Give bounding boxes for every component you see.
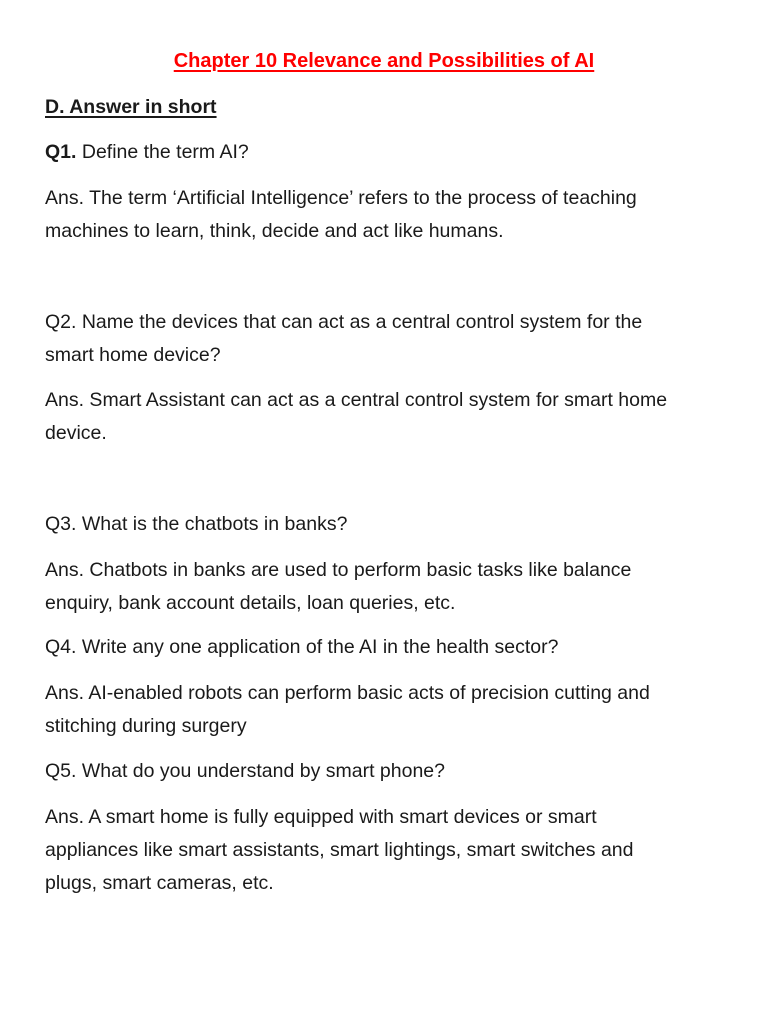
q5-answer-line-2: appliances like smart assistants, smart lightings, smart switches and bbox=[45, 839, 634, 861]
q4-question: Q4. Write any one application of the AI in the health sector? bbox=[45, 636, 559, 658]
q1-question-text: Define the term AI? bbox=[76, 141, 249, 163]
q5-answer-line-3: plugs, smart cameras, etc. bbox=[45, 872, 274, 894]
q2-answer-line-1: Ans. Smart Assistant can act as a central control system for smart home bbox=[45, 389, 668, 411]
q2-question-line-2: smart home device? bbox=[45, 344, 221, 366]
q4-answer-line-1: Ans. AI-enabled robots can perform basic acts of precision cutting and bbox=[45, 682, 650, 704]
q1-label: Q1. bbox=[45, 141, 77, 163]
q1-question bbox=[45, 135, 735, 169]
q4-answer-line-2: stitching during surgery bbox=[45, 715, 247, 737]
q2-answer-line-2: device. bbox=[45, 422, 107, 444]
q3-answer-line-2: enquiry, bank account details, loan queries, etc. bbox=[45, 592, 456, 614]
q5-question: Q5. What do you understand by smart phone? bbox=[45, 760, 445, 782]
q5-answer-line-1: Ans. A smart home is fully equipped with smart devices or smart bbox=[45, 806, 597, 828]
q1-answer-line-1: Ans. The term ‘Artificial Intelligence’ refers to the process of teaching bbox=[45, 187, 637, 209]
q3-answer-line-1: Ans. Chatbots in banks are used to perform basic tasks like balance bbox=[45, 559, 632, 581]
q1-answer-line-2: machines to learn, think, decide and act like humans. bbox=[45, 220, 504, 242]
chapter-title: Chapter 10 Relevance and Possibilities of AI bbox=[173, 50, 595, 72]
section-heading: D. Answer in short bbox=[45, 96, 217, 118]
q3-question: Q3. What is the chatbots in banks? bbox=[45, 513, 348, 535]
q2-question-line-1: Q2. Name the devices that can act as a central control system for the bbox=[45, 311, 643, 333]
